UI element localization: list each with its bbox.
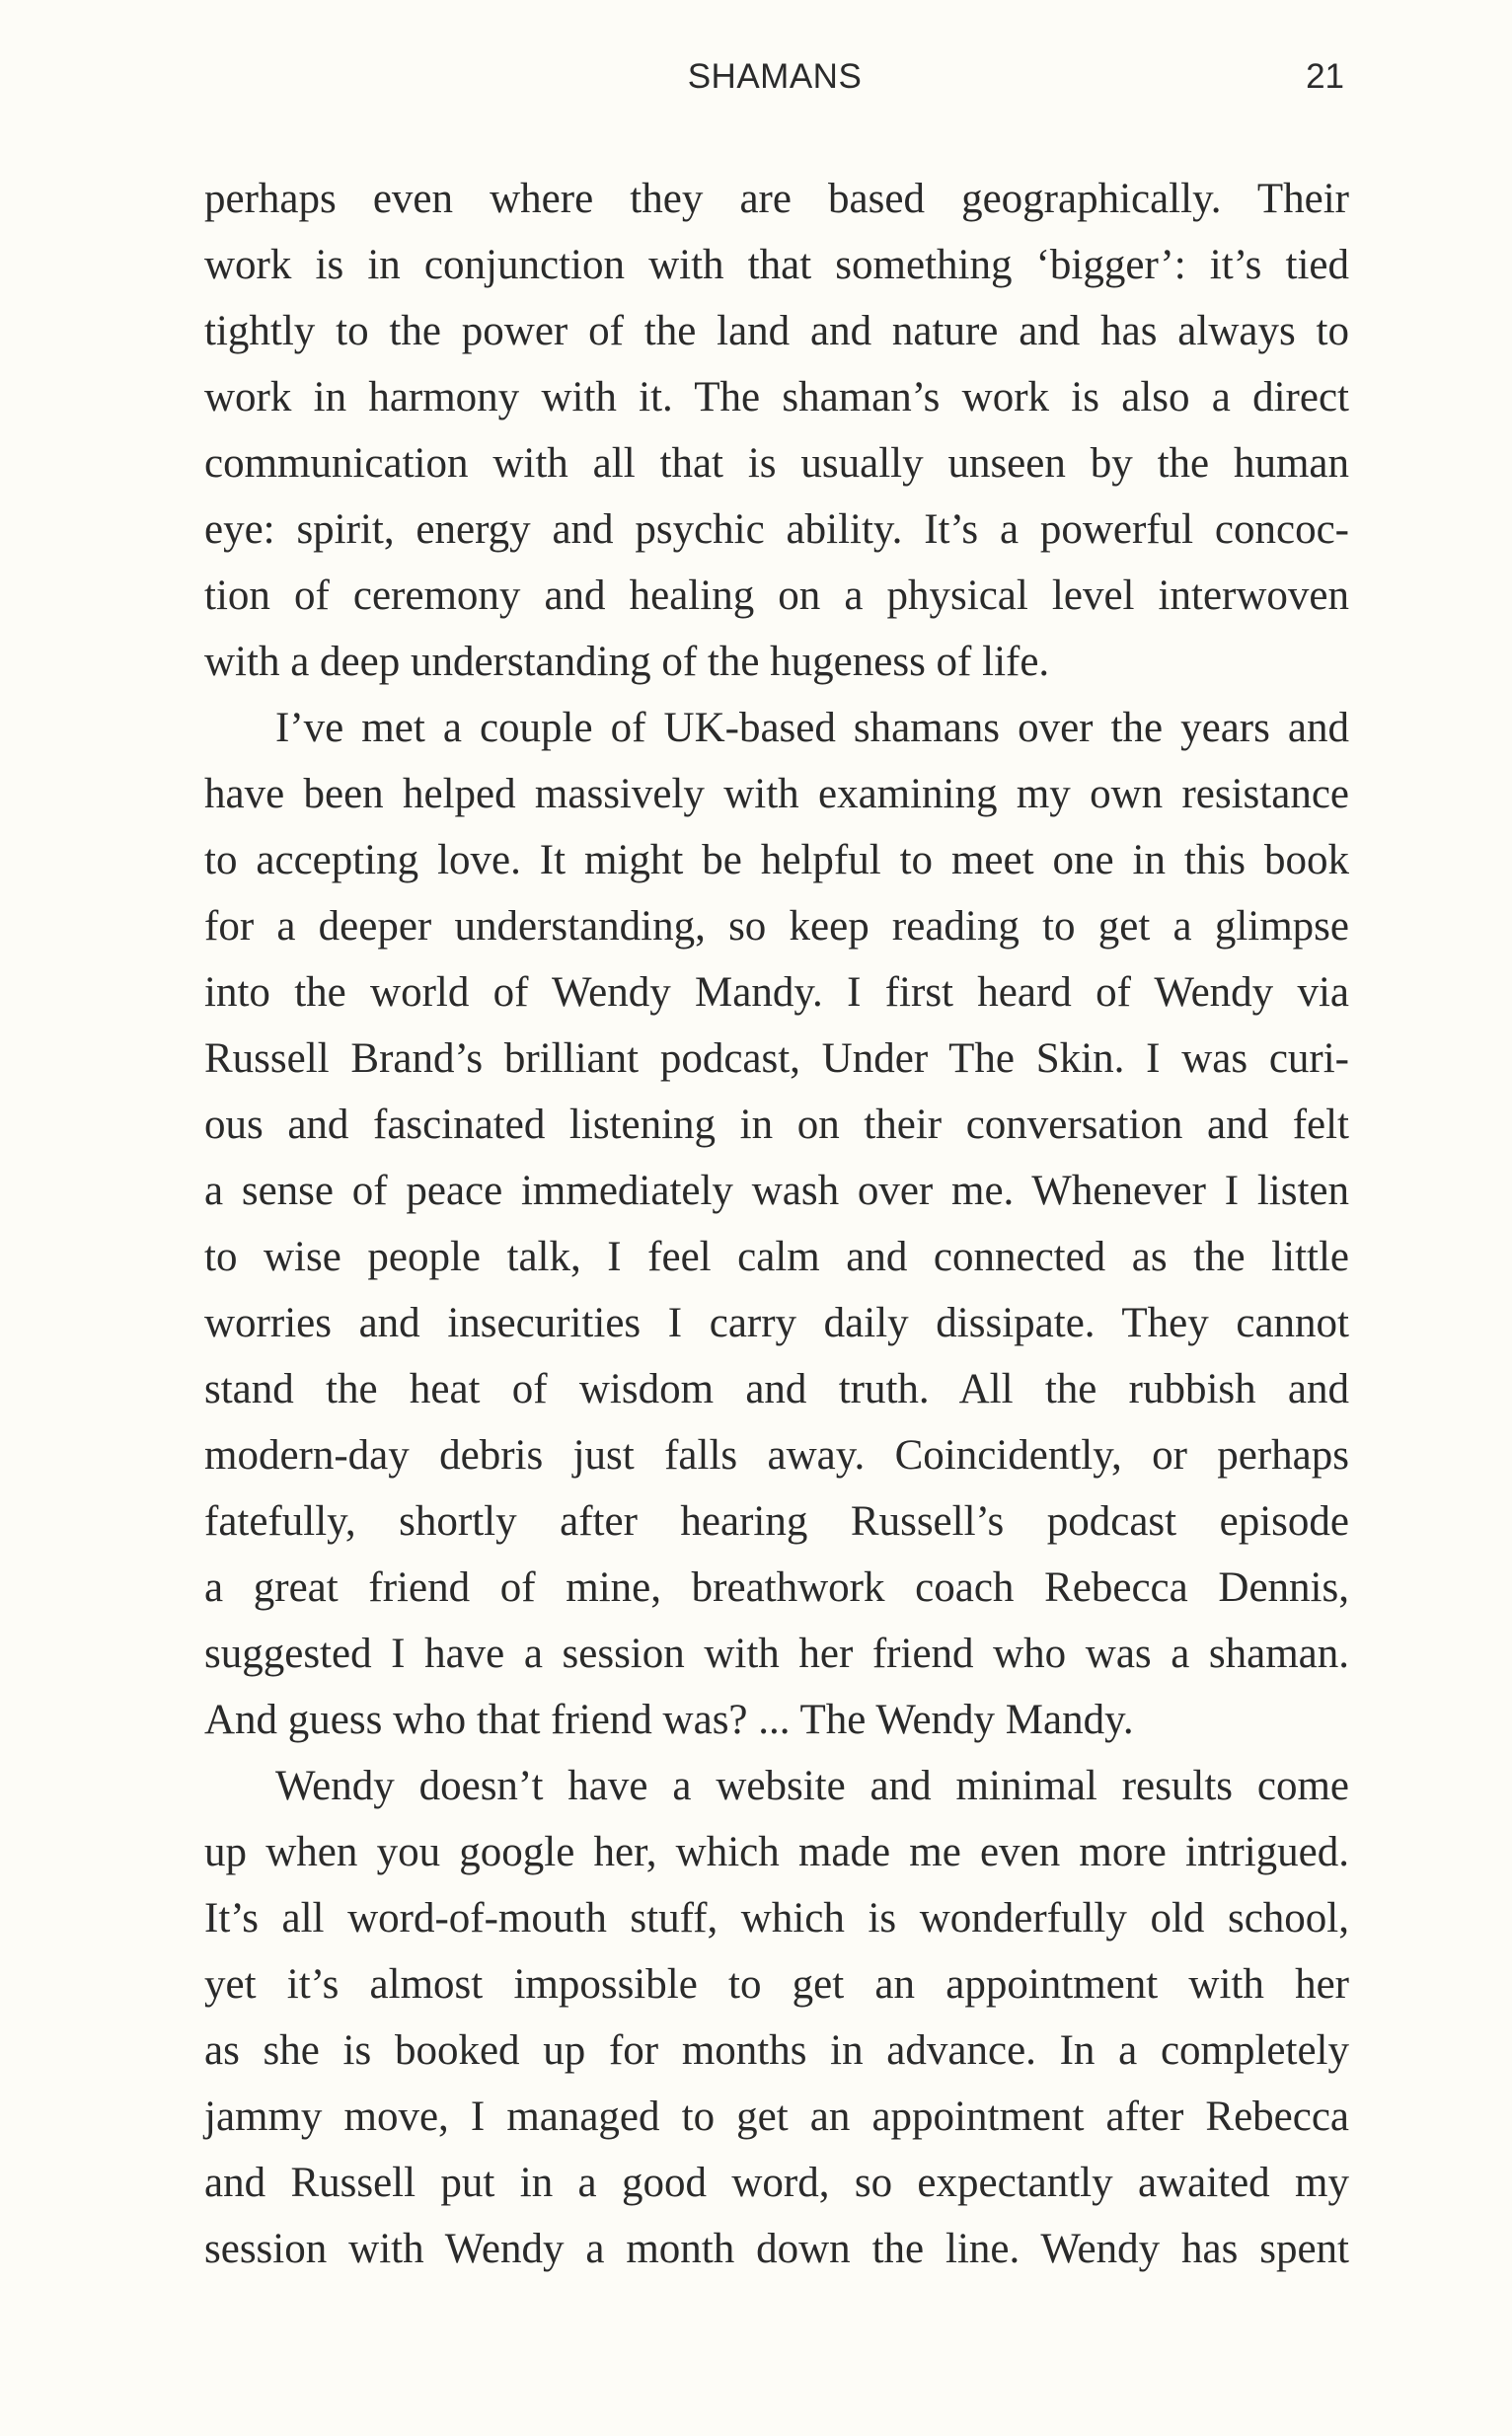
text-line: It’s all word-of-mouth stuff, which is wonderfully old school, (204, 1895, 1349, 1941)
paragraph-3 (204, 1753, 1349, 2282)
page-number: 21 (1306, 57, 1344, 96)
text-line: communication with all that is usually unseen by the human (204, 440, 1349, 487)
text-line: tion of ceremony and healing on a physical level interwoven (204, 572, 1349, 619)
text-line: a sense of peace immediately wash over me. Whenever I listen (204, 1168, 1349, 1214)
paragraph-1 (204, 166, 1349, 695)
text-line: suggested I have a session with her friend who was a shaman. (204, 1631, 1349, 1677)
text-line: And guess who that friend was? ... The Wendy Mandy. (204, 1697, 1134, 1743)
body-text (204, 166, 1349, 2282)
text-line: have been helped massively with examining my own resistance (204, 771, 1349, 817)
text-line: perhaps even where they are based geographically. Their (204, 176, 1349, 222)
text-line: modern-day debris just falls away. Coincidently, or perhaps (204, 1432, 1349, 1479)
page-header (0, 51, 1512, 111)
text-line: work in harmony with it. The shaman’s work is also a direct (204, 374, 1349, 420)
text-line: ous and fascinated listening in on their conversation and felt (204, 1102, 1349, 1148)
text-line: Russell Brand’s brilliant podcast, Under The Skin. I was curi- (204, 1035, 1349, 1082)
text-line: a great friend of mine, breathwork coach Rebecca Dennis, (204, 1564, 1349, 1611)
text-line: to accepting love. It might be helpful to meet one in this book (204, 837, 1349, 883)
text-line: fatefully, shortly after hearing Russell’s podcast episode (204, 1498, 1349, 1545)
text-line: for a deeper understanding, so keep reading to get a glimpse (204, 903, 1349, 950)
text-line: work is in conjunction with that something ‘bigger’: it’s tied (204, 242, 1349, 288)
text-line: jammy move, I managed to get an appointment after Rebecca (204, 2093, 1349, 2140)
text-line: and Russell put in a good word, so expectantly awaited my (204, 2160, 1349, 2206)
text-line: with a deep understanding of the hugeness of life. (204, 639, 1050, 685)
text-line: I’ve met a couple of UK-based shamans over the years and (275, 705, 1349, 751)
text-line: worries and insecurities I carry daily dissipate. They cannot (204, 1300, 1349, 1346)
text-line: session with Wendy a month down the line. Wendy has spent (204, 2226, 1349, 2272)
text-line: stand the heat of wisdom and truth. All the rubbish and (204, 1366, 1349, 1412)
text-line: up when you google her, which made me even more intrigued. (204, 1829, 1349, 1875)
text-line: eye: spirit, energy and psychic ability. It’s a powerful concoc- (204, 506, 1349, 553)
text-line: Wendy doesn’t have a website and minimal results come (275, 1763, 1349, 1809)
text-line: as she is booked up for months in advance. In a completely (204, 2027, 1349, 2074)
text-line: to wise people talk, I feel calm and connected as the little (204, 1234, 1349, 1280)
running-title: SHAMANS (687, 57, 863, 96)
text-line: tightly to the power of the land and nature and has always to (204, 308, 1349, 354)
text-line: into the world of Wendy Mandy. I first heard of Wendy via (204, 969, 1349, 1016)
paragraph-2 (204, 695, 1349, 1753)
text-line: yet it’s almost impossible to get an appointment with her (204, 1961, 1349, 2008)
